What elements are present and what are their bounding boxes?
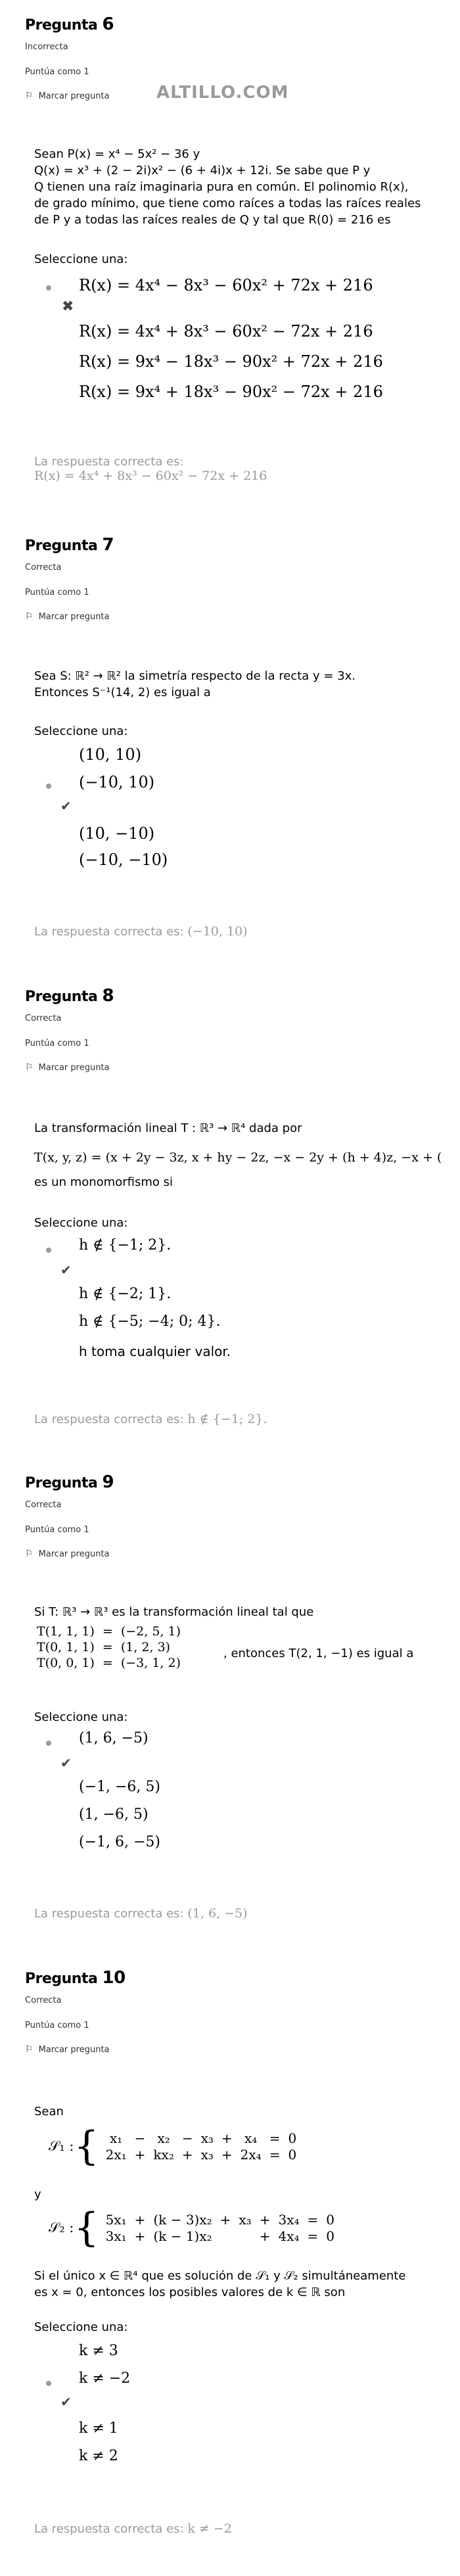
question-number: Pregunta 10 xyxy=(25,1968,126,1988)
radio-button[interactable] xyxy=(46,1248,51,1253)
radio-button[interactable] xyxy=(46,285,51,291)
question-text-sean: Sean xyxy=(34,2105,64,2119)
answer-option[interactable]: k ≠ 3 xyxy=(79,2343,118,2359)
select-one-label: Seleccione una: xyxy=(34,2320,128,2334)
answer-option[interactable]: k ≠ −2 xyxy=(79,2370,131,2387)
question-10-header xyxy=(25,1968,126,1988)
flag-question-link[interactable]: ⚐ Marcar pregunta xyxy=(25,91,110,101)
flag-icon: ⚐ xyxy=(25,91,34,101)
question-text-y: y xyxy=(34,2188,41,2201)
flag-question-link[interactable]: ⚐ Marcar pregunta xyxy=(25,611,110,622)
question-text: La transformación lineal T : ℝ³ → ℝ⁴ dada por T(x, y, z) = (x + 2y − 3z, x + hy − 2z, −x − 2y + (h + 4)z, −x + ( es un monomorfismo si xyxy=(34,1121,442,1189)
select-one-label: Seleccione una: xyxy=(34,1710,128,1724)
system-s1: 𝒮₁ : { x₁ − x₂ − x₃ + x₄ = 0 2x₁ + kx₂ + x₃ + 2x₄ = 0 xyxy=(49,2123,297,2169)
question-grade: Puntúa como 1 xyxy=(25,1039,89,1048)
answer-option[interactable]: k ≠ 1 xyxy=(79,2420,118,2437)
question-text: Si T: ℝ³ → ℝ³ es la transformación lineal tal que xyxy=(34,1605,314,1619)
correct-answer-feedback: La respuesta correcta es: (−10, 10) xyxy=(34,924,248,939)
flag-icon: ⚐ xyxy=(25,611,34,622)
question-grade: Puntúa como 1 xyxy=(25,2021,89,2030)
select-one-label: Seleccione una: xyxy=(34,252,128,266)
radio-button[interactable] xyxy=(46,784,51,789)
question-status: Correcta xyxy=(25,1014,62,1023)
check-icon: ✔ xyxy=(60,1755,72,1771)
question-status: Correcta xyxy=(25,563,62,573)
answer-option[interactable]: (1, 6, −5) xyxy=(79,1730,149,1746)
question-6-header xyxy=(25,14,114,34)
given-values: T(1, 1, 1) = (−2, 5, 1) T(0, 1, 1) = (1, 2, 3) T(0, 0, 1) = (−3, 1, 2) xyxy=(37,1624,181,1670)
question-status: Correcta xyxy=(25,1996,62,2005)
correct-answer-feedback: La respuesta correcta es: h ∉ {−1; 2}. xyxy=(34,1412,267,1426)
answer-option[interactable]: (10, −10) xyxy=(79,824,155,843)
question-number: Pregunta 9 xyxy=(25,1472,114,1492)
question-grade: Puntúa como 1 xyxy=(25,588,89,597)
system-s2: 𝒮₂ : { 5x₁ + (k − 3)x₂ + x₃ + 3x₄ = 0 3x₁ + (k − 1)x₂ + 4x₄ = 0 xyxy=(49,2205,334,2251)
question-8-header xyxy=(25,986,114,1006)
answer-option[interactable]: h ∉ {−1; 2}. xyxy=(79,1237,172,1253)
answer-option[interactable]: (−1, 6, −5) xyxy=(79,1834,160,1850)
answer-option[interactable]: h ∉ {−5; −4; 0; 4}. xyxy=(79,1313,221,1330)
correct-answer-feedback: La respuesta correcta es: k ≠ −2 xyxy=(34,2521,232,2536)
flag-question-link[interactable]: ⚐ Marcar pregunta xyxy=(25,2044,110,2055)
answer-option[interactable]: (−10, −10) xyxy=(79,851,168,869)
watermark-logo: ALTILLO.COM xyxy=(156,83,289,103)
flag-icon: ⚐ xyxy=(25,1549,34,1559)
select-one-label: Seleccione una: xyxy=(34,724,128,738)
answer-option[interactable]: R(x) = 4x⁴ − 8x³ − 60x² + 72x + 216 xyxy=(79,276,373,294)
question-number: Pregunta 7 xyxy=(25,535,114,555)
answer-option[interactable]: (1, −6, 5) xyxy=(79,1806,149,1823)
answer-option[interactable]: (10, 10) xyxy=(79,745,142,764)
answer-option[interactable]: R(x) = 9x⁴ + 18x³ − 90x² − 72x + 216 xyxy=(79,383,383,401)
incorrect-icon: ✖ xyxy=(62,298,74,315)
flag-question-link[interactable]: ⚐ Marcar pregunta xyxy=(25,1549,110,1559)
question-number: Pregunta 6 xyxy=(25,14,114,34)
answer-option[interactable]: (−1, −6, 5) xyxy=(79,1779,160,1795)
correct-answer-feedback: La respuesta correcta es: (1, 6, −5) xyxy=(34,1906,248,1921)
question-number: Pregunta 8 xyxy=(25,986,114,1006)
flag-question-link[interactable]: ⚐ Marcar pregunta xyxy=(25,1062,110,1073)
flag-icon: ⚐ xyxy=(25,1062,34,1073)
radio-button[interactable] xyxy=(46,1741,51,1746)
answer-option[interactable]: h toma cualquier valor. xyxy=(79,1344,231,1359)
answer-option[interactable]: k ≠ 2 xyxy=(79,2448,118,2464)
check-icon: ✔ xyxy=(60,1262,72,1278)
check-icon: ✔ xyxy=(60,2394,72,2410)
answer-option[interactable]: h ∉ {−2; 1}. xyxy=(79,1286,172,1302)
flag-icon: ⚐ xyxy=(25,2044,34,2055)
radio-button[interactable] xyxy=(46,2381,51,2386)
question-status: Correcta xyxy=(25,1500,62,1510)
answer-option[interactable]: (−10, 10) xyxy=(79,773,155,791)
question-grade: Puntúa como 1 xyxy=(25,67,89,77)
answer-option[interactable]: R(x) = 9x⁴ − 18x³ − 90x² + 72x + 216 xyxy=(79,352,383,371)
question-text: Sean P(x) = x⁴ − 5x² − 36 y Q(x) = x³ + (2 − 2i)x² − (6 + 4i)x + 12i. Se sabe que P y Q tienen una raíz imaginaria pura en común. El polinomio R(x), de grado mínimo, que tiene como raíces a todas las raíces reales de P y a todas las raíces reales de Q y tal que R(0) = 216 es xyxy=(34,147,421,227)
question-text: Si el único x ∈ ℝ⁴ que es solución de 𝒮₁ y 𝒮₂ simultáneamente es x = 0, entonces los posibles valores de k ∈ ℝ son xyxy=(34,2269,406,2299)
check-icon: ✔ xyxy=(60,798,72,814)
select-one-label: Seleccione una: xyxy=(34,1216,128,1230)
question-9-header xyxy=(25,1472,114,1492)
question-text-continued: , entonces T(2, 1, −1) es igual a xyxy=(223,1647,414,1660)
question-7-header xyxy=(25,535,114,555)
question-text: Sea S: ℝ² → ℝ² la simetría respecto de la recta y = 3x. Entonces S⁻¹(14, 2) es igual a xyxy=(34,669,356,699)
question-status: Incorrecta xyxy=(25,42,68,52)
correct-answer-feedback: La respuesta correcta es: R(x) = 4x⁴ + 8x³ − 60x² − 72x + 216 xyxy=(34,455,267,483)
answer-option[interactable]: R(x) = 4x⁴ + 8x³ − 60x² − 72x + 216 xyxy=(79,322,373,340)
question-grade: Puntúa como 1 xyxy=(25,1525,89,1535)
